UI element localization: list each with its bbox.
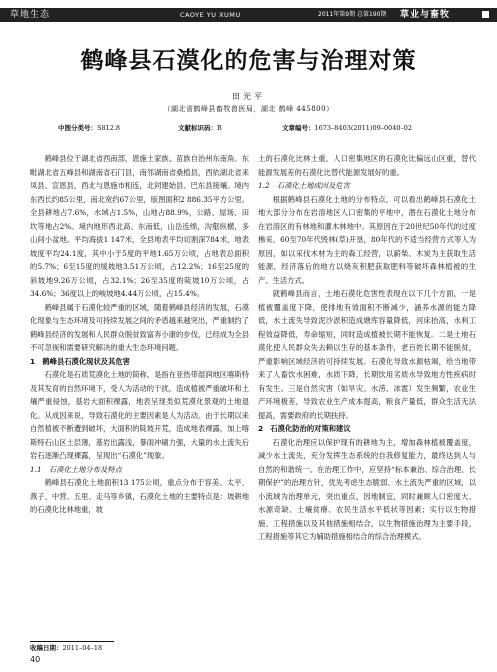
body-paragraph: 土的石漠化比林土重，人口密集地区的石漠化比偏远山区重，替代能源发展差的石漠化比替代能源发展好的重。 [258,154,476,177]
received-label: 收稿日期： [30,644,63,652]
section-heading: 2 石漠化防治的对策和建议 [258,424,351,433]
footnote-rule [30,641,114,642]
running-head [0,8,497,22]
author: 田光平 [232,92,265,101]
section-name: 草地生态 [10,10,51,20]
clc-value: S812.8 [97,124,121,132]
article-title: 鹤峰县石漠化的危害与治理对策 [80,48,417,74]
body-paragraph: 石漠化是石质荒漠化土地的简称，是指在亚热带湿润地区喀斯特及其发育的自然环境下，受人为活动的干扰，造成植被严重破坏和土壤严重侵蚀，基岩大面积裸露，地表呈现类似荒漠化景观的土地退化。从成因来说，导致石漠化的主要因素是人为活动。由于长期以来自然植被不断遭到破坏，大面积的陡坡开荒，造成地表裸露，加上喀斯特石山区土层薄，基岩出露浅，暴雨冲刷力强，大量的水土流失后岩石逐渐凸现裸露，呈现出“石漠化”现象。 [30,370,249,460]
issue-info: 2011年第9期 总第190期 [318,11,387,18]
journal-name: 草业与畜牧 [400,10,451,20]
square-bullet-icon [482,11,489,18]
body-paragraph: 鹤峰县属于石漠化较严重的区域，随着鹤峰县经济的发展，石漠化现象与生态环境及可持续发展之间的矛盾越来越突出，严重制约了鹤峰县经济的发展和人民群众脱贫致富奔小康的步伐，已经成为全县不可忽视和需要研究解决的重大生态环境问题。 [30,302,249,352]
journal-pinyin: CAOYE YU XUMU [180,11,241,19]
doc-value: B [217,124,222,132]
clc-number [58,123,120,133]
affiliation: （湖北省鹤峰县畜牧兽医局，湖北 鹤峰 445800） [163,105,334,113]
right-column [258,152,476,544]
body-paragraph: 石漠化治理应以保护现有的耕地为主，增加森林植被覆盖度，减少水土流失，充分发挥生态系统的自我修复能力，最终达到人与自然的和谐统一。在治理工作中，应坚持“标本兼治、综合治理、长期保护”的治理方针，优先考虑生态脆弱、水土流失严重的区域，以小流域为治理单元，突出重点，因地制宜，同时兼顾人口密度大、水源奇缺、土壤贫瘠、农民生活水平低状等因素；实行以生物措施、工程措施以及其他措施相结合，以生物措施治理为主要手段，工程措施等其它为辅助措施相结合的综合治理模式。 [258,437,476,541]
page-number: 40 [30,655,41,664]
received-date [30,643,102,653]
body-paragraph: 鹤峰县位于湖北省西南部，恩施土家族、苗族自治州东南角。东毗湖北省五峰县和湖南省石门县，南邻湖南省桑植县，西依湖北省来凤县、宣恩县，西北与恩施市相连，北同建始县、巴东县接壤。境内东西长约85公里，南北宽约67公里，版图面积2 886.35平方公里。全县耕地占7.6%，水域占1.5%，山地占88.9%，公路、屋场、田坎等地占2%。境内地形西北高、东南低，山岳连绵，沟壑纵横，多山间小盆地。平均海拔1 147米，全县地表平均切割深784米，地表坡度平均24.1度，其中小于5度的平地1.65万公顷，占地表总面积的5.7%；6至15度的缓坡地3.51万公顷，占12.2%；16至25度的斜坡地9.26万公顷，占32.1%；26至35度的陡坡10万公顷，占34.6%；36度以上的峻坡地4.44万公顷，占15.4%。 [30,154,249,298]
section-heading: 1 鹤峰县石漠化现状及其危害 [30,356,130,366]
received-value: 2011–04–18 [62,644,103,652]
body-paragraph: 鹤峰县石漠化土地面积13 175公顷，重点分布于容美、太平、燕子、中营、五里、走马等乡镇，石漠化土地的主要特点是：坡耕地的石漠化比林地重，坡 [30,478,249,514]
clc-label: 中图分类号： [58,124,97,132]
art-label: 文章编号： [282,124,315,132]
art-value: 1673–8403(2011)09–0040–02 [314,124,413,132]
subsection-heading: 1.1 石漠化土地分布及特点 [30,464,122,474]
subsection-heading: 1.2 石漠化土地成因及危害 [258,181,350,190]
article-number [282,123,412,133]
doc-label: 文献标识码： [178,124,217,132]
left-column [30,152,249,517]
body-paragraph: 根据鹤峰县石漠化土地的分布特点，可以看出鹤峰县石漠化土地大部分分布在岩溶地区人口密集的平地中，潜在石漠化土地分布在岩溶区的有林地和灌木林地中。其原因在于20世纪50年代的过度樵采，60至70年代毁林(草)开垦，80年代的不适当经营方式等人为原因，如以采伐木材为主的森工经营，以薪柴、木炭为主获取生活能源，经济落后的地方以烧灰积肥获取肥料等破坏森林植被的生产、生活方式。 [258,194,476,285]
document-code [178,123,222,133]
body-paragraph: 就鹤峰县而言，土地石漠化危害性表现在以下几个方面，一是植被覆盖度下降，使排地有效面积不断减少，涵养水源的能力降低，水土流失导致泥沙淤积造成塘库容量降低，河床抬高，水利工程效益降低，寿命缩短，同时造成植被长期不能恢复。二是土地石漠化使人民群众失去赖以生存的基本条件，老百姓长期不能脱贫，严重影响区域经济的可持续发展。石漠化导致水源枯竭，给当地带来了人畜饮水困难，水质下降，长期饮用劣质水导致地方性疾病时有发生。三是自然灾害（如旱灾、水涝、冰雹）发生频繁，农业生产环境极差，导致农业生产成本提高，粮食产量低，群众生活无法提高，需要政府的长期扶持。 [258,289,476,420]
